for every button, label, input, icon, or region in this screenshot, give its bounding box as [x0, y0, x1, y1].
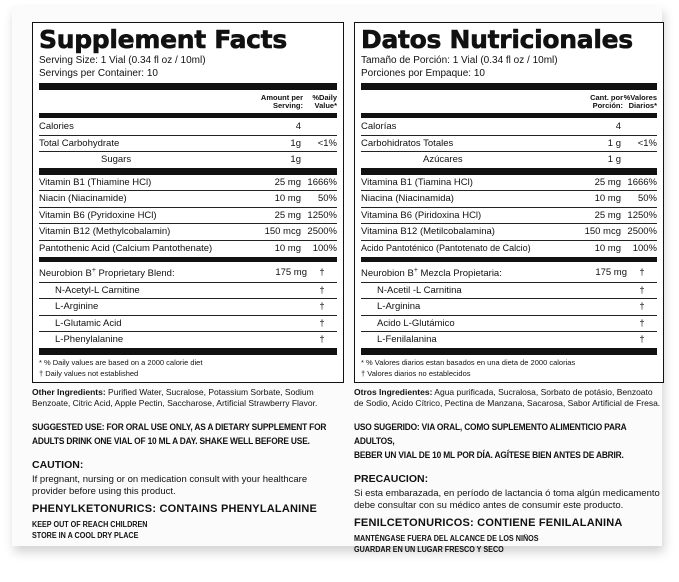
- blend-header-row: Neurobion B+ Proprietary Blend: 175 mg †: [39, 263, 337, 283]
- divider-thick: [361, 83, 657, 90]
- table-row: Vitamina B1 (Tiamina HCl) 25 mg 1666%: [361, 175, 657, 192]
- footnote-not-established: † Valores diarios no establecidos: [361, 369, 471, 379]
- footnote-not-established: † Daily values not established: [39, 369, 139, 379]
- table-row: L-Glutamic Acid †: [39, 316, 337, 333]
- suggested-use: USO SUGERIDO: VIA ORAL, COMO SUPLEMENTO ALIMENTICIO PARA ADULTOS, BEBER UN VIAL DE 10 ML POR DÍA. AGÍTESE BIEN ANTES DE ABRIR.: [354, 421, 627, 461]
- amount-header: Cant. por Porción:: [590, 93, 623, 110]
- blend-rows: [361, 263, 657, 348]
- supplement-facts-box: [32, 22, 344, 383]
- column-header: [361, 92, 657, 112]
- table-row: Vitamina B6 (Piridoxina HCl) 25 mg 1250%: [361, 208, 657, 225]
- column-header: [39, 92, 337, 112]
- table-row: N-Acetyl-L Carnitine †: [39, 283, 337, 300]
- footnote-daily-values: * % Daily values are based on a 2000 calorie diet: [39, 357, 203, 367]
- blend-rows: [39, 263, 337, 348]
- english-panel: [32, 22, 344, 541]
- servings-per-container: Servings per Container: 10: [39, 68, 158, 79]
- suggested-use: SUGGESTED USE: FOR ORAL USE ONLY, AS A DIETARY SUPPLEMENT FOR ADULTS DRINK ONE VIAL OF 10 ML A DAY. SHAKE WELL BEFORE USE.: [32, 421, 327, 447]
- table-row: N-Acetil -L Carnitina †: [361, 283, 657, 300]
- caution-text: Si esta embarazada, en período de lactancia ó toma algún medicamento debe consultar con su médico antes de consumir este producto.: [354, 487, 660, 511]
- table-row: Calories 4: [39, 119, 337, 136]
- other-ingredients: Otros Ingredientes: Agua purificada, Sucralosa, Sorbato de potásio, Benzoato de Sodio, Acido Cítrico, Pectina de Manzana, Sacarosa, Sabor Artificial de Fresa.: [354, 386, 661, 408]
- table-row: Sugars 1g: [101, 154, 301, 165]
- table-row: Niacina (Niacinamida) 10 mg 50%: [361, 191, 657, 208]
- divider: [39, 257, 337, 262]
- table-row: Calorías 4: [361, 119, 657, 136]
- table-row: Azúcares 1 g: [423, 154, 621, 165]
- panel-title: Supplement Facts: [39, 25, 287, 54]
- divider-thick: [361, 348, 657, 355]
- caution-heading: CAUTION:: [32, 458, 84, 471]
- datos-nutricionales-box: [354, 22, 664, 383]
- divider-thick: [39, 348, 337, 355]
- servings-per-container: Porciones por Empaque: 10: [361, 68, 485, 79]
- blend-header-row: Neurobion B+ Mezcla Propietaria: 175 mg †: [361, 263, 657, 283]
- serving-size: Serving Size: 1 Vial (0.34 fl oz / 10ml): [39, 55, 206, 66]
- basic-rows: [39, 119, 337, 168]
- table-row: Vitamina B12 (Metilcobalamina) 150 mcg 2500%: [361, 224, 657, 241]
- pku-warning: PHENYLKETONURICS: CONTAINS PHENYLALANINE: [32, 502, 318, 515]
- table-row: L-Arginine †: [39, 299, 337, 316]
- divider-thick: [361, 168, 657, 175]
- pku-warning: FENILCETONURICOS: CONTIENE FENILALANINA: [354, 516, 623, 529]
- footnote-daily-values: * % Valores diarios estan basados en una dieta de 2000 calorias: [361, 357, 576, 367]
- table-row: L-Arginina †: [361, 299, 657, 316]
- table-row: Acido Pantoténico (Pantotenato de Calcio) 10 mg 100%: [361, 242, 657, 254]
- daily-value-header: %Daily Value*: [312, 93, 337, 110]
- basic-rows: [361, 119, 657, 168]
- table-row: L-Fenilalanina †: [377, 334, 645, 346]
- divider-thick: [39, 168, 337, 175]
- table-row: Niacin (Niacinamide) 10 mg 50%: [39, 191, 337, 208]
- divider: [361, 113, 657, 118]
- label-card: [12, 6, 662, 554]
- amount-header: Amount per Serving:: [260, 93, 303, 110]
- table-row: Vitamin B1 (Thiamine HCl) 25 mg 1666%: [39, 175, 337, 192]
- table-row: Carbohidratos Totales 1 g <1%: [361, 136, 657, 153]
- storage-warning: MANTÉNGASE FUERA DEL ALCANCE DE LOS NIÑOS GUARDAR EN UN LUGAR FRESCO Y SECO: [354, 533, 539, 554]
- table-row: Vitamin B12 (Methylcobalamin) 150 mcg 2500%: [39, 224, 337, 241]
- table-row: Vitamin B6 (Pyridoxine HCl) 25 mg 1250%: [39, 208, 337, 225]
- serving-size: Tamaño de Porción: 1 Vial (0.34 fl oz / 10ml): [361, 55, 558, 66]
- caution-heading: PRECAUCION:: [354, 472, 429, 485]
- divider-thick: [39, 83, 337, 90]
- daily-value-header: %Valores Diarios*: [623, 93, 657, 110]
- table-row: Acido L-Glutámico †: [361, 316, 657, 333]
- vitamin-rows: [361, 175, 657, 257]
- panel-title: Datos Nutricionales: [361, 25, 633, 54]
- divider: [39, 113, 337, 118]
- other-ingredients: Other Ingredients: Purified Water, Sucralose, Potassium Sorbate, Sodium Benzoate, Citric Acid, Apple Pectin, Saccharose, Artificial Strawberry Flavor.: [32, 386, 318, 408]
- spanish-panel: [354, 22, 664, 555]
- table-row: Pantothenic Acid (Calcium Pantothenate) 10 mg 100%: [39, 242, 337, 254]
- table-row: L-Phenylalanine †: [55, 334, 325, 346]
- vitamin-rows: [39, 175, 337, 257]
- table-row: Total Carbohydrate 1g <1%: [39, 136, 337, 153]
- caution-text: If pregnant, nursing or on medication consult with your healthcare provider before using this product.: [32, 473, 308, 497]
- storage-warning: KEEP OUT OF REACH CHILDREN STORE IN A COOL DRY PLACE: [32, 519, 148, 540]
- divider: [361, 257, 657, 262]
